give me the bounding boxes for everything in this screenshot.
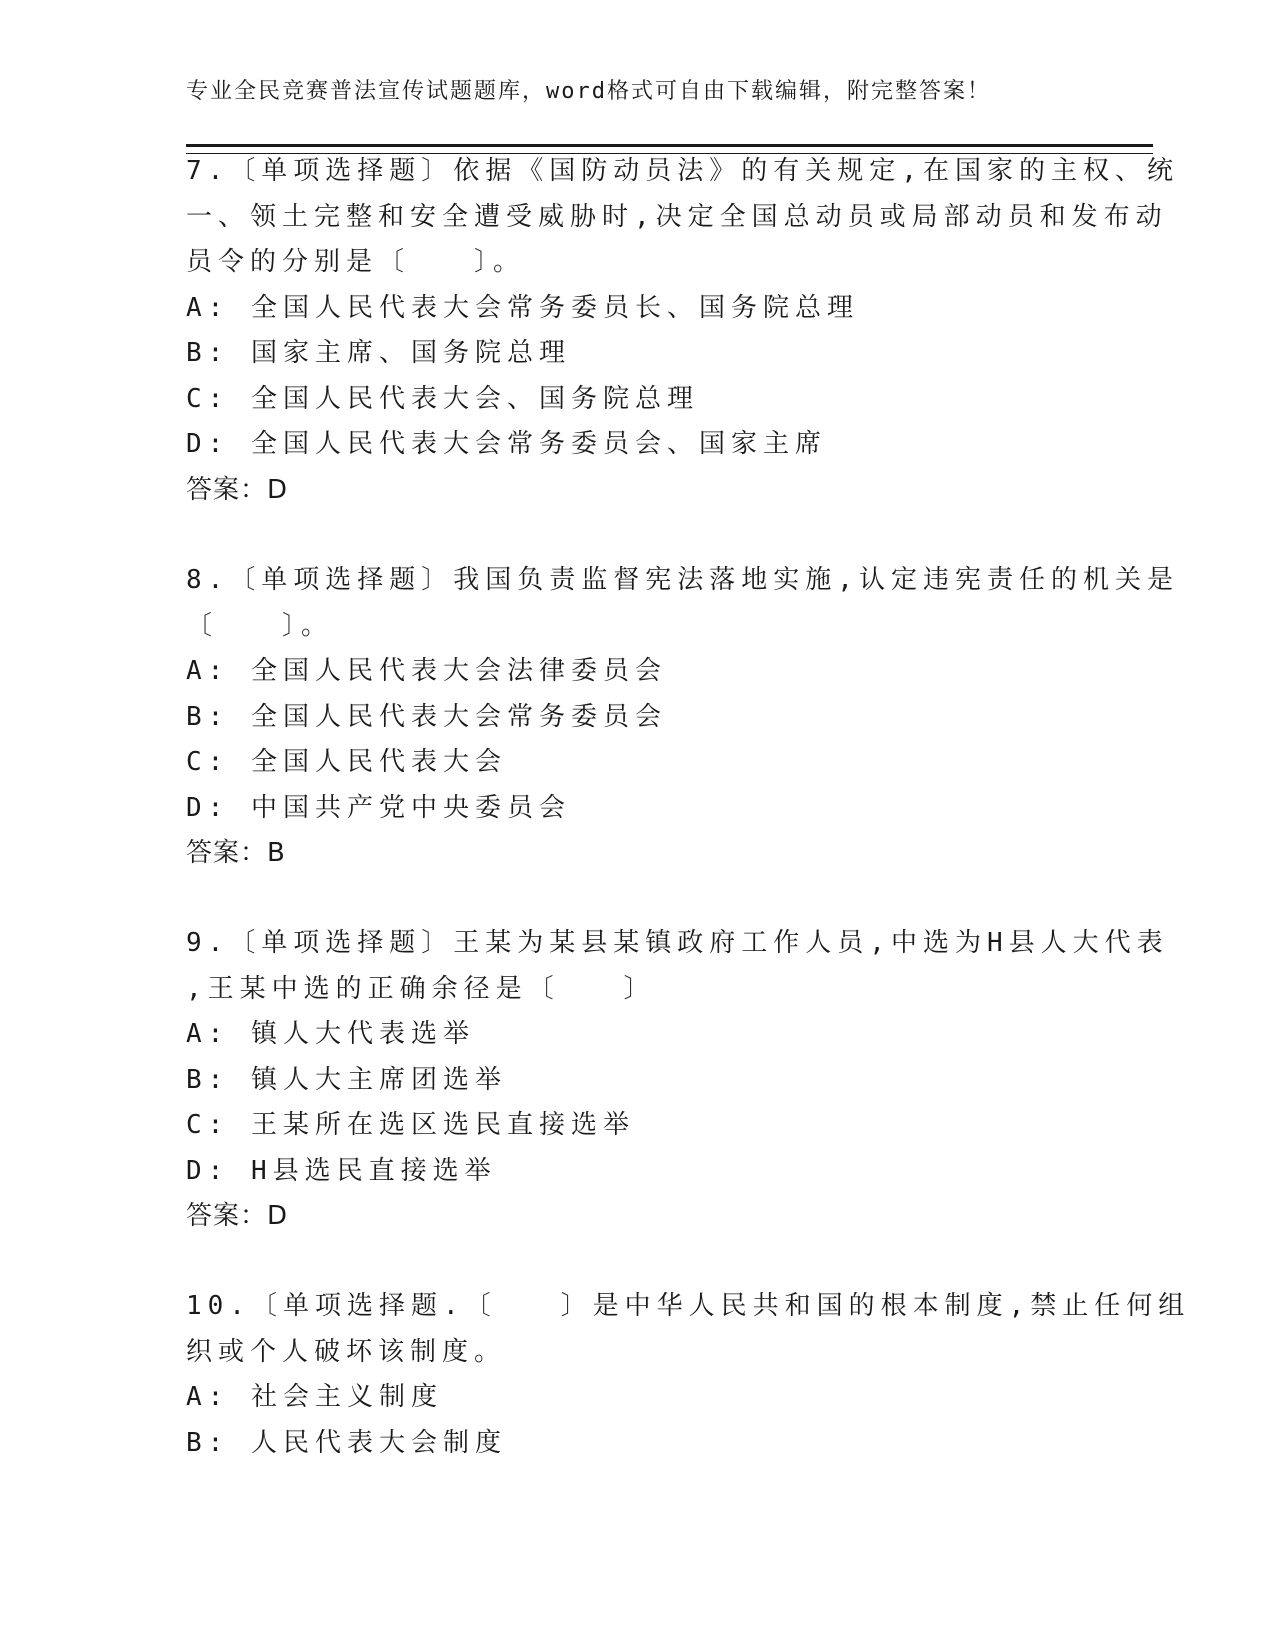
option-c: C: 全国人民代表大会 bbox=[186, 747, 507, 777]
option-c: C: 全国人民代表大会、国务院总理 bbox=[186, 383, 699, 414]
answer-line: 答案：D bbox=[186, 1201, 289, 1231]
question-text-line: 10.〔单项选择题.〔 〕是中华人民共和国的根本制度,禁止任何组 bbox=[186, 1291, 1191, 1321]
option-c: C: 王某所在选区选民直接选举 bbox=[186, 1110, 635, 1140]
answer-line: 答案：D bbox=[186, 474, 289, 505]
question-block bbox=[186, 1284, 1191, 1466]
option-a: A: 全国人民代表大会常务委员长、国务院总理 bbox=[186, 292, 859, 323]
page-header: 专业全民竞赛普法宣传试题题库，word格式可自由下载编辑，附完整答案！ bbox=[186, 79, 991, 104]
option-d: D: H县选民直接选举 bbox=[186, 1155, 497, 1186]
question-text-line: 〔 〕。 bbox=[186, 610, 334, 641]
option-b: B: 人民代表大会制度 bbox=[186, 1427, 507, 1458]
option-b: B: 国家主席、国务院总理 bbox=[186, 338, 571, 368]
question-text-line: 织或个人破坏该制度。 bbox=[186, 1336, 507, 1367]
option-a: A: 社会主义制度 bbox=[186, 1382, 443, 1412]
question-text-line: ,王某中选的正确余径是〔 〕 bbox=[186, 973, 656, 1004]
answer-line: 答案：B bbox=[186, 838, 286, 868]
question-text-line: 8.〔单项选择题〕我国负责监督宪法落地实施,认定违宪责任的机关是 bbox=[186, 565, 1179, 595]
question-block bbox=[186, 149, 1179, 513]
question-block bbox=[186, 921, 1169, 1240]
option-d: D: 中国共产党中央委员会 bbox=[186, 792, 571, 823]
question-text-line: 员令的分别是〔 〕。 bbox=[186, 247, 526, 277]
option-a: A: 镇人大代表选举 bbox=[186, 1019, 475, 1049]
option-b: B: 镇人大主席团选举 bbox=[186, 1064, 507, 1095]
option-b: B: 全国人民代表大会常务委员会 bbox=[186, 701, 667, 732]
question-text-line: 9.〔单项选择题〕王某为某县某镇政府工作人员,中选为H县人大代表 bbox=[186, 928, 1169, 958]
option-a: A: 全国人民代表大会法律委员会 bbox=[186, 656, 667, 686]
question-block bbox=[186, 558, 1179, 877]
question-text-line: 7.〔单项选择题〕依据《国防动员法》的有关规定,在国家的主权、统 bbox=[186, 156, 1179, 186]
option-d: D: 全国人民代表大会常务委员会、国家主席 bbox=[186, 429, 827, 459]
question-text-line: 一、领土完整和安全遭受威胁时,决定全国总动员或局部动员和发布动 bbox=[186, 201, 1168, 232]
